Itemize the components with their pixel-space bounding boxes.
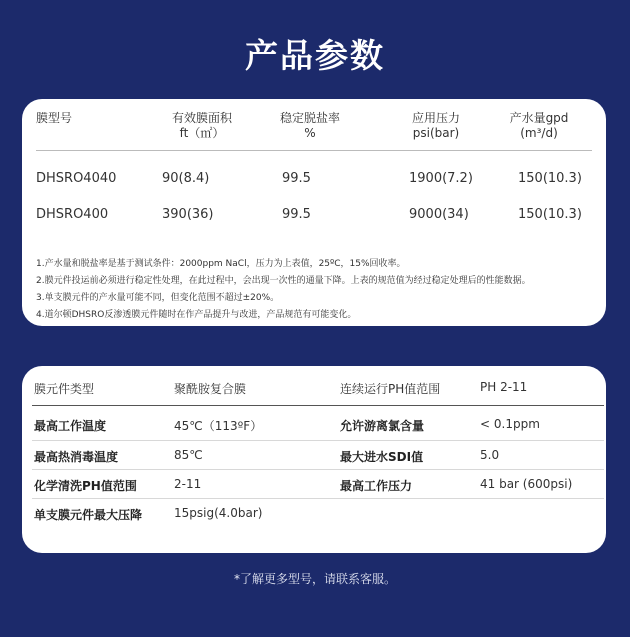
cell-pressure: 1900(7.2) xyxy=(409,171,473,186)
header-flow xyxy=(494,111,584,141)
header-pressure-unit: psi(bar) xyxy=(412,126,460,140)
cell-area: 90(8.4) xyxy=(162,171,210,186)
header-rejection-label: 稳定脱盐率 xyxy=(279,111,340,125)
table-row xyxy=(22,207,606,225)
cell-flow: 150(10.3) xyxy=(518,171,582,186)
table-row xyxy=(22,442,606,470)
cell-label: 膜元件类型 xyxy=(34,382,95,396)
cell-value: 聚酰胺复合膜 xyxy=(174,382,247,396)
header-area-unit: ft（㎡） xyxy=(179,126,225,140)
header-rejection xyxy=(262,111,358,141)
header-rejection-unit: % xyxy=(304,126,316,140)
row-divider xyxy=(32,405,604,406)
note-item: 3.单支膜元件的产水量可能不同，但变化范围不超过±20%。 xyxy=(36,293,280,303)
row-divider xyxy=(32,498,604,499)
cell-rejection: 99.5 xyxy=(282,171,311,186)
table-row xyxy=(22,471,606,499)
cell-label: 最高热消毒温度 xyxy=(34,450,119,464)
cell-rejection: 99.5 xyxy=(282,207,311,222)
spec-table-card xyxy=(22,99,606,326)
table-row xyxy=(22,171,606,189)
header-area xyxy=(152,111,252,141)
table-row xyxy=(22,374,606,402)
cell-value: 85℃ xyxy=(174,448,203,462)
contact-note: *了解更多型号，请联系客服。 xyxy=(233,572,396,586)
cell-pressure: 9000(34) xyxy=(409,207,469,222)
header-model xyxy=(36,111,100,126)
header-flow-label: 产水量gpd xyxy=(509,111,569,125)
cell-value: 2-11 xyxy=(174,477,202,491)
cell-label: 最高工作温度 xyxy=(34,419,107,433)
cell-value: 15psig(4.0bar) xyxy=(174,506,263,520)
cell-model: DHSRO400 xyxy=(36,207,109,222)
spec-notes xyxy=(36,256,598,324)
header-model-label: 膜型号 xyxy=(36,111,73,125)
cell-value: < 0.1ppm xyxy=(480,417,540,431)
header-divider xyxy=(36,150,592,151)
cell-value: 5.0 xyxy=(480,448,500,462)
page-title: 产品参数 xyxy=(245,36,385,75)
cell-value: 41 bar (600psi) xyxy=(480,477,573,491)
table-row xyxy=(22,411,606,439)
cell-label: 化学清洗PH值范围 xyxy=(34,479,137,493)
header-pressure xyxy=(396,111,476,141)
table-row xyxy=(22,500,606,528)
cell-label: 允许游离氯含量 xyxy=(340,419,425,433)
header-area-label: 有效膜面积 xyxy=(171,111,232,125)
cell-area: 390(36) xyxy=(162,207,214,222)
cell-flow: 150(10.3) xyxy=(518,207,582,222)
cell-label: 连续运行PH值范围 xyxy=(340,382,441,396)
header-pressure-label: 应用压力 xyxy=(411,111,460,125)
cell-value: 45℃（113ºF） xyxy=(174,419,263,433)
cell-value: PH 2-11 xyxy=(480,380,528,394)
spec-table-header xyxy=(22,111,606,151)
cell-label: 单支膜元件最大压降 xyxy=(34,508,143,522)
header-flow-unit: (m³/d) xyxy=(520,126,558,140)
cell-label: 最大进水SDI值 xyxy=(340,450,424,464)
cell-label: 最高工作压力 xyxy=(340,479,413,493)
note-item: 1.产水量和脱盐率是基于测试条件：2000ppm NaCl，压力为上表值，25ºC，15%回收率。 xyxy=(36,259,406,269)
cell-model: DHSRO4040 xyxy=(36,171,117,186)
row-divider xyxy=(32,440,604,441)
note-item: 2.膜元件投运前必须进行稳定性处理，在此过程中，会出现一次性的通量下降。上表的规范值为经过稳定处理后的性能数据。 xyxy=(36,276,531,286)
operating-limits-card xyxy=(22,366,606,553)
note-item: 4.道尔顿DHSRO反渗透膜元件随时在作产品提升与改进，产品规范有可能变化。 xyxy=(36,310,357,320)
row-divider xyxy=(32,469,604,470)
